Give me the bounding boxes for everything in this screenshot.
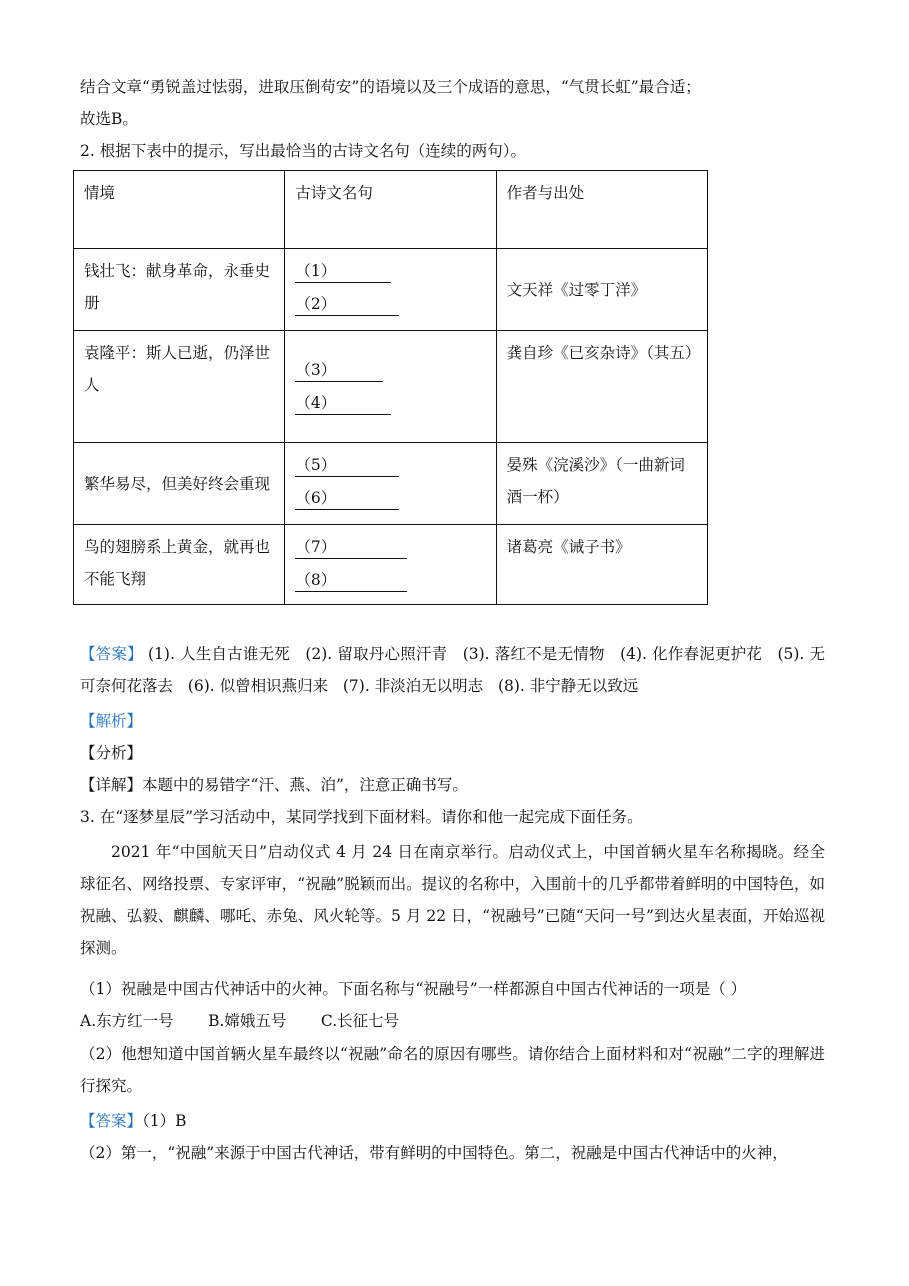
answer-blank[interactable]: （2） xyxy=(295,293,399,316)
fenxi-tag: 【分析】 xyxy=(80,744,143,762)
table-cell-blanks xyxy=(285,443,496,525)
sub-question-1: （1）祝融是中国古代神话中的火神。下面名称与“祝融号”一样都源自中国古代神话的一项是（ ） xyxy=(80,980,747,998)
table-cell-blanks xyxy=(285,331,496,443)
table-header: 古诗文名句 xyxy=(285,171,496,249)
answer-blank[interactable]: （3） xyxy=(295,359,383,382)
material-paragraph: 2021 年“中国航天日”启动仪式 4 月 24 日在南京举行。启动仪式上，中国首辆火星车名称揭晓。经全球征名、网络投票、专家评审，“祝融”脱颖而出。提议的名称中，入围前十的几乎都带着鲜明的中国特色，如祝融、弘毅、麒麟、哪吒、赤兔、风火轮等。5 月 22 日，“祝融号”已随“天问一号”到达火星表面，开始巡视探测。 xyxy=(80,843,825,957)
answer-blank[interactable]: （6） xyxy=(295,487,399,510)
answer-tag: 【答案】 xyxy=(80,1112,143,1130)
question-2: 2. 根据下表中的提示，写出最恰当的古诗文名句（连续的两句）。 xyxy=(80,142,526,160)
options-line: A.东方红一号 B.嫦娥五号 C.长征七号 xyxy=(80,1012,400,1030)
detail-tag: 【详解】 xyxy=(80,776,143,794)
table-cell-context: 袁隆平：斯人已逝，仍泽世人 xyxy=(74,331,285,443)
text-line: 故选B。 xyxy=(80,110,138,128)
table-cell-blanks xyxy=(285,249,496,331)
answer-text: (1). 人生自古谁无死 (2). 留取丹心照汗青 (3). 落红不是无情物 (4). 化作春泥更护花 (5). 无可奈何花落去 (6). 似曾相识燕归来 (7). 非淡泊无以明志 (8). 非宁静无以致远 xyxy=(80,645,825,695)
table-cell-source: 文天祥《过零丁洋》 xyxy=(496,249,707,331)
answer-blank[interactable]: （1） xyxy=(295,260,391,283)
table-header: 情境 xyxy=(74,171,285,249)
last-line: （2）第一，“祝融”来源于中国古代神话，带有鲜明的中国特色。第二，祝融是中国古代神话中的火神， xyxy=(80,1144,788,1162)
analysis-tag: 【解析】 xyxy=(80,712,143,730)
answer-blank[interactable]: （4） xyxy=(295,392,391,415)
table-cell-blanks xyxy=(285,525,496,605)
answer-block xyxy=(80,638,825,702)
table-cell-source: 诸葛亮《诫子书》 xyxy=(496,525,707,605)
answer-3-line xyxy=(80,1110,187,1132)
detail-text: 本题中的易错字“汗、燕、泊”，注意正确书写。 xyxy=(142,776,468,794)
answer-tag: 【答案】 xyxy=(80,645,143,663)
table-cell-context: 钱壮飞：献身革命，永垂史册 xyxy=(74,249,285,331)
answer-text: （1）B xyxy=(142,1112,187,1130)
answer-blank[interactable]: （8） xyxy=(295,569,407,592)
text-line: 结合文章“勇锐盖过怯弱，进取压倒苟安”的语境以及三个成语的意思，“气贯长虹”最合适； xyxy=(80,78,701,96)
answer-blank[interactable]: （5） xyxy=(295,454,399,477)
table-cell-source: 龚自珍《已亥杂诗》（其五） xyxy=(496,331,707,443)
table-cell-context: 鸟的翅膀系上黄金，就再也不能飞翔 xyxy=(74,525,285,605)
table-header: 作者与出处 xyxy=(496,171,707,249)
question-3: 3. 在“逐梦星辰”学习活动中，某同学找到下面材料。请你和他一起完成下面任务。 xyxy=(80,808,643,826)
detail-line xyxy=(80,774,468,796)
sub-question-2: （2）他想知道中国首辆火星车最终以“祝融”命名的原因有哪些。请你结合上面材料和对“祝融”二字的理解进行探究。 xyxy=(80,1045,825,1095)
table-cell-context: 繁华易尽，但美好终会重现 xyxy=(74,443,285,525)
answer-blank[interactable]: （7） xyxy=(295,536,407,559)
poem-table xyxy=(73,170,708,605)
table-cell-source: 晏殊《浣溪沙》（一曲新词酒一杯） xyxy=(496,443,707,525)
